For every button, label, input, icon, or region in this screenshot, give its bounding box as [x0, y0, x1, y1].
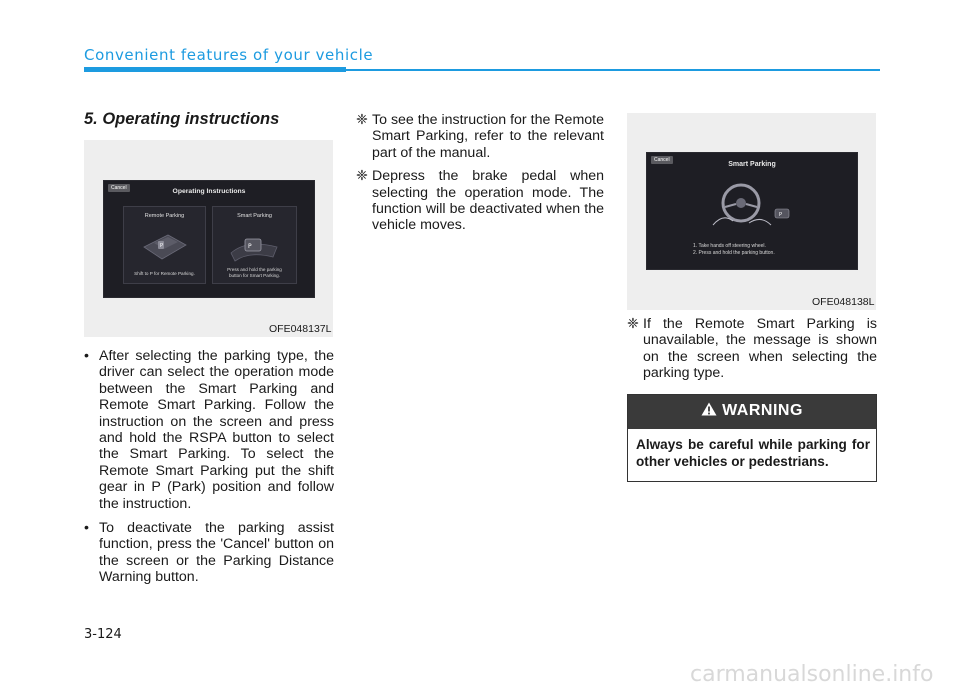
infotainment-screen-operating-instructions — [103, 180, 315, 298]
note-item — [356, 112, 604, 161]
svg-text:P: P — [779, 212, 783, 218]
smart-parking-panel[interactable] — [212, 206, 297, 284]
steering-wheel-icon — [703, 175, 803, 237]
smart-parking-caption-line2: button for Smart Parking. — [228, 273, 281, 278]
list-item: • To deactivate the parking assist function, press the 'Cancel' button on the screen or the Parking Distance Warning button. — [84, 520, 334, 586]
smart-parking-step-1: 1. Take hands off steering wheel. — [693, 243, 766, 249]
remote-parking-panel[interactable] — [123, 206, 206, 284]
remote-parking-label: Remote Parking — [144, 213, 185, 219]
shift-lever-icon — [138, 225, 192, 265]
list-item: • After selecting the parking type, the driver can select the operation mode between the Smart Parking and Remote Smart Parking. Follow the instruction on the screen and press and hold the RSPA button to select the Smart Parking. To select the Remote Smart Parking put the shift gear in P (Park) position and follow the instruction. — [84, 348, 334, 512]
page-number: 3-124 — [84, 627, 122, 642]
note-item — [627, 316, 877, 382]
smart-parking-label: Smart Parking — [237, 213, 272, 219]
screen-title: Smart Parking — [728, 161, 776, 168]
note-text: Depress the brake pedal when selecting the operation mode. The function will be deactivated when the vehicle moves. — [372, 168, 604, 234]
cancel-button[interactable]: Cancel — [108, 184, 130, 192]
note-symbol-icon: ❈ — [627, 316, 639, 332]
smart-parking-caption-line1: Press and hold the parking — [227, 267, 282, 272]
parking-button-icon — [227, 225, 281, 265]
section-title: Convenient features of your vehicle — [84, 46, 374, 64]
figure-caption: OFE048137L — [269, 323, 332, 335]
note-item — [356, 168, 604, 234]
note-text: To see the instruction for the Remote Smart Parking, refer to the relevant part of the manual. — [372, 112, 604, 161]
screen-title: Operating Instructions — [172, 188, 246, 195]
warning-box — [627, 394, 877, 482]
infotainment-screen-smart-parking — [646, 152, 858, 270]
notes — [627, 316, 877, 389]
warning-header — [628, 395, 876, 429]
instruction-bullets — [84, 348, 334, 594]
header-rule-thick — [84, 67, 346, 72]
notes — [356, 112, 604, 241]
cancel-button[interactable]: Cancel — [651, 156, 673, 164]
svg-text:P: P — [160, 243, 164, 249]
svg-text:P: P — [248, 243, 252, 250]
warning-text: Always be careful while parking for other vehicles or pedestrians. — [636, 437, 870, 469]
warning-triangle-icon — [701, 402, 717, 416]
warning-title — [628, 402, 876, 420]
note-symbol-icon: ❈ — [356, 168, 368, 185]
header-rule-thin — [346, 69, 880, 71]
smart-parking-step-2: 2. Press and hold the parking button. — [693, 250, 775, 256]
warning-title-text: WARNING — [722, 402, 803, 419]
note-symbol-icon: ❈ — [356, 112, 368, 128]
figure-caption: OFE048138L — [812, 296, 875, 308]
operating-instructions-heading: 5. Operating instructions — [84, 110, 280, 128]
watermark: carmanualsonline.info — [690, 662, 934, 687]
note-text: If the Remote Smart Parking is unavailable, the message is shown on the screen when selecting the parking type. — [643, 316, 877, 382]
remote-parking-caption: Shift to P for Remote Parking. — [134, 271, 195, 276]
